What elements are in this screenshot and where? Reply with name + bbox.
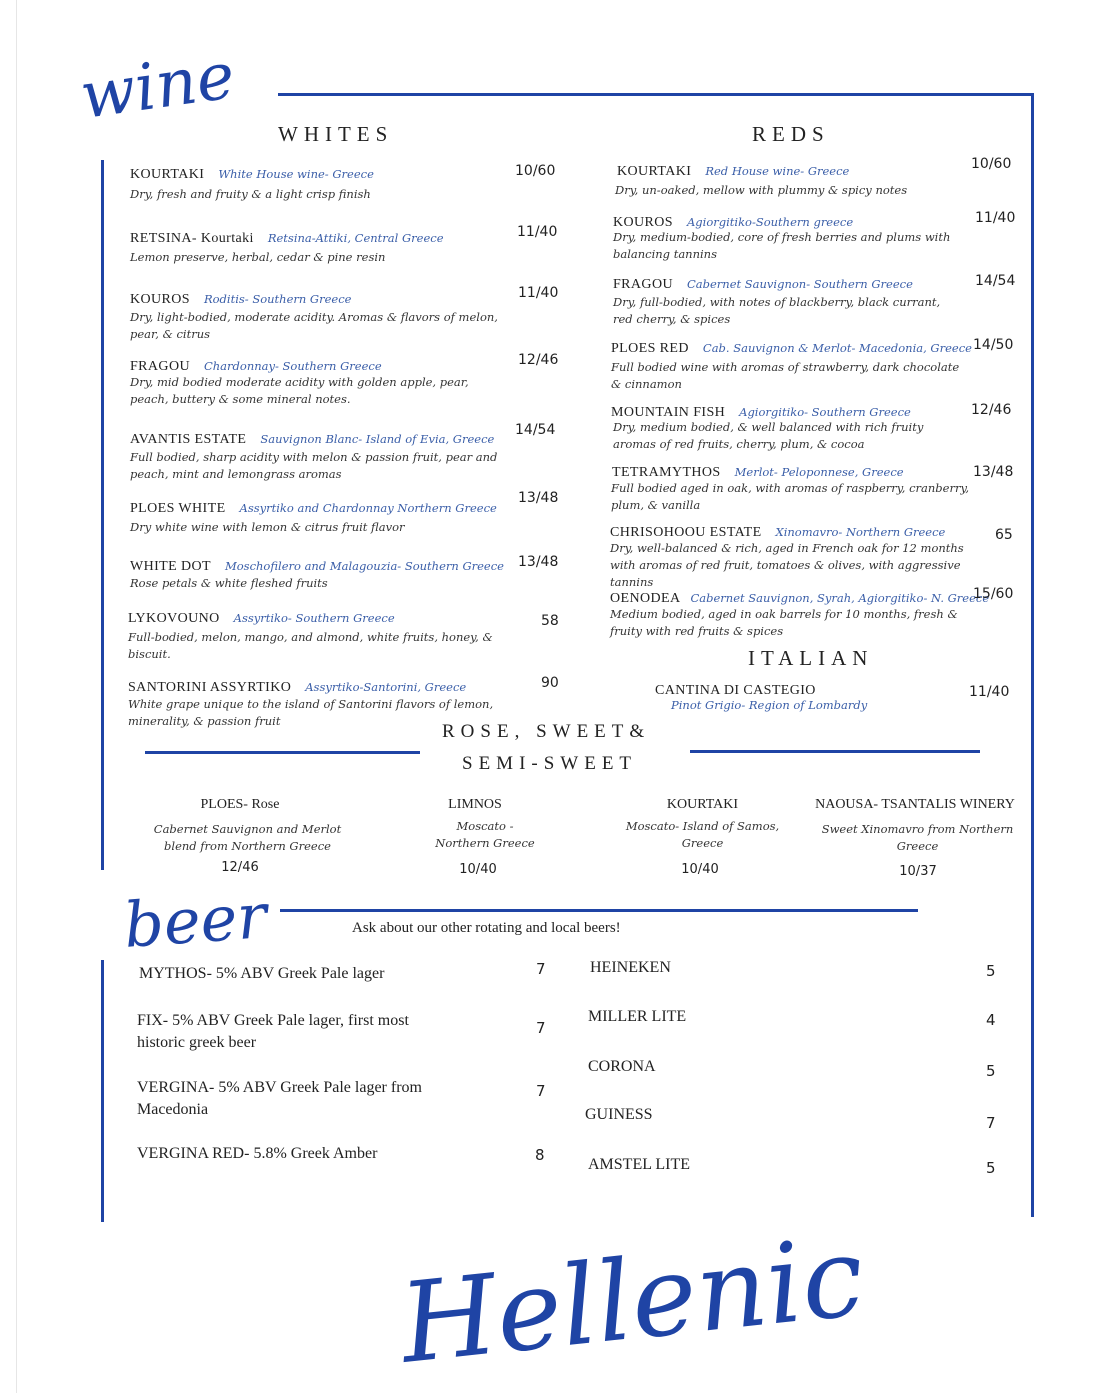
wine-description: Full bodied aged in oak, with aromas of raspberry, cranberry, plum, & vanilla — [611, 481, 970, 512]
italian-title: ITALIAN — [748, 646, 874, 670]
beer-price: 7 — [536, 960, 546, 978]
wine-price: 13/48 — [518, 490, 559, 506]
wine-region: Cabernet Sauvignon, Syrah, Agiorgitiko- N. Greece — [690, 591, 990, 605]
wine-description: Cabernet Sauvignon and Merlot blend from Northern Greece — [153, 822, 342, 853]
beer-divider — [280, 909, 918, 912]
wine-description: Dry, medium bodied, & well balanced with rich fruity aromas of red fruits, cherry, plum, & cocoa — [613, 420, 924, 451]
wine-description: Moscato- Island of Samos, Greece — [625, 819, 780, 850]
wine-price: 12/46 — [971, 402, 1012, 418]
wine-region: Roditis- Southern Greece — [203, 292, 352, 306]
wine-description: Full-bodied, melon, mango, and almond, white fruits, honey, & biscuit. — [128, 630, 493, 661]
wine-region: Assyrtiko-Santorini, Greece — [305, 680, 467, 694]
beer-price: 8 — [535, 1146, 545, 1164]
beer-heading: beer — [121, 879, 270, 962]
wine-description: Dry, full-bodied, with notes of blackberry, black currant, red cherry, & spices — [613, 295, 941, 326]
wine-price: 14/54 — [975, 273, 1016, 289]
wine-name: KOURTAKI — [130, 167, 205, 182]
wine-price: 12/46 — [518, 352, 559, 368]
wine-region: Agiorgitiko- Southern Greece — [739, 405, 911, 419]
wine-name: OENODEA — [610, 591, 681, 606]
wine-description: Dry, light-bodied, moderate acidity. Aromas & flavors of melon, pear, & citrus — [130, 310, 498, 341]
hellenic-signature: Hellenic — [394, 1212, 870, 1388]
wine-description: Dry, fresh and fruity & a light crisp finish — [130, 187, 371, 201]
rose-title-line1: ROSE, SWEET& — [442, 721, 651, 742]
wine-name: FRAGOU — [130, 359, 190, 374]
wine-description: Moscato - Northern Greece — [435, 819, 535, 850]
wine-price: 10/40 — [681, 862, 719, 877]
beer-name: FIX- 5% ABV Greek Pale lager, first most historic greek beer — [137, 1012, 409, 1051]
wine-price: 14/54 — [515, 422, 556, 438]
wine-name: KOUROS — [613, 215, 673, 230]
wine-description: Dry, mid bodied moderate acidity with golden apple, pear, peach, buttery & some mineral notes. — [130, 375, 469, 406]
frame-right-line — [1031, 93, 1034, 1217]
frame-left-line-top — [101, 160, 104, 870]
wine-region: Pinot Grigio- Region of Lombardy — [671, 698, 868, 712]
beer-note: Ask about our other rotating and local beers! — [352, 920, 621, 936]
wine-heading: wine — [75, 39, 240, 134]
wine-name: FRAGOU — [613, 277, 673, 292]
wine-name: NAOUSA- TSANTALIS WINERY — [815, 797, 1015, 812]
wine-name: PLOES WHITE — [130, 501, 226, 516]
wine-name: MOUNTAIN FISH — [611, 405, 726, 420]
wine-region: Assyrtiko- Southern Greece — [233, 611, 395, 625]
beer-price: 5 — [986, 1062, 996, 1080]
beer-price: 7 — [536, 1019, 546, 1037]
wine-region: Cab. Sauvignon & Merlot- Macedonia, Greece — [702, 341, 972, 355]
wine-region: Chardonnay- Southern Greece — [203, 359, 382, 373]
wine-price: 10/37 — [899, 864, 937, 879]
wine-name: KOURTAKI — [617, 164, 692, 179]
wine-name: CHRISOHOOU ESTATE — [610, 525, 762, 540]
wine-price: 58 — [541, 613, 559, 629]
wine-price: 11/40 — [975, 210, 1016, 226]
wine-description: Lemon preserve, herbal, cedar & pine resin — [130, 250, 386, 264]
wine-description: Full bodied wine with aromas of strawberry, dark chocolate & cinnamon — [611, 360, 960, 391]
wine-name: PLOES RED — [611, 341, 689, 356]
beer-name: HEINEKEN — [590, 959, 671, 976]
wine-price: 10/60 — [971, 156, 1012, 172]
wine-region: Cabernet Sauvignon- Southern Greece — [686, 277, 913, 291]
beer-price: 5 — [986, 1159, 996, 1177]
wine-description: Dry, un-oaked, mellow with plummy & spicy notes — [615, 183, 908, 197]
wine-price: 10/60 — [515, 163, 556, 179]
wine-price: 11/40 — [517, 224, 558, 240]
wine-name: SANTORINI ASSYRTIKO — [128, 680, 292, 695]
beer-name: CORONA — [588, 1058, 656, 1075]
wine-region: Retsina-Attiki, Central Greece — [267, 231, 444, 245]
wine-description: Rose petals & white fleshed fruits — [130, 576, 328, 590]
wine-name: LYKOVOUNO — [128, 611, 220, 626]
wine-description: Medium bodied, aged in oak barrels for 10 months, fresh & fruity with red fruits & spices — [610, 607, 958, 638]
wine-price: 14/50 — [973, 337, 1014, 353]
rose-title-line2: SEMI-SWEET — [462, 753, 638, 774]
wine-description: Full bodied, sharp acidity with melon & passion fruit, pear and peach, mint and lemongrass aromas — [130, 450, 498, 481]
wine-region: Sauvignon Blanc- Island of Evia, Greece — [260, 432, 495, 446]
wine-price: 13/48 — [973, 464, 1014, 480]
wine-region: Merlot- Peloponnese, Greece — [734, 465, 904, 479]
beer-name: AMSTEL LITE — [588, 1156, 691, 1173]
wine-description: White grape unique to the island of Santorini flavors of lemon, minerality, & passion fruit — [128, 697, 494, 728]
beer-name: MYTHOS- 5% ABV Greek Pale lager — [139, 965, 385, 982]
rose-divider-left — [145, 751, 420, 754]
wine-name: TETRAMYTHOS — [612, 465, 721, 480]
page-edge — [16, 0, 17, 1393]
wine-price: 11/40 — [969, 684, 1010, 700]
wine-description: Dry white wine with lemon & citrus fruit flavor — [130, 520, 405, 534]
wine-region: Red House wine- Greece — [705, 164, 850, 178]
wine-region: Xinomavro- Northern Greece — [775, 525, 946, 539]
wine-region: White House wine- Greece — [218, 167, 374, 181]
wine-name: PLOES- Rose — [200, 797, 280, 812]
wine-region: Moschofilero and Malagouzia- Southern Greece — [224, 559, 504, 573]
frame-top-line — [278, 93, 1033, 96]
wine-price: 11/40 — [518, 285, 559, 301]
rose-divider-right — [690, 750, 980, 753]
beer-price: 7 — [986, 1114, 996, 1132]
beer-price: 7 — [536, 1082, 546, 1100]
wine-price: 10/40 — [459, 862, 497, 877]
wine-region: Agiorgitiko-Southern greece — [686, 215, 854, 229]
wine-description: Dry, medium-bodied, core of fresh berries and plums with balancing tannins — [613, 230, 951, 261]
wine-name: CANTINA DI CASTEGIO — [655, 683, 816, 698]
beer-price: 5 — [986, 962, 996, 980]
wine-name: KOURTAKI — [666, 797, 739, 812]
wine-description: Dry, well-balanced & rich, aged in French oak for 12 months with aromas of red fruit, tomatoes & olives, with aggressive tannins — [610, 541, 964, 589]
wine-name: AVANTIS ESTATE — [130, 432, 247, 447]
whites-title: WHITES — [278, 122, 394, 146]
reds-title: REDS — [752, 122, 830, 146]
wine-region: Assyrtiko and Chardonnay Northern Greece — [239, 501, 497, 515]
beer-name: MILLER LITE — [588, 1008, 687, 1025]
wine-price: 12/46 — [221, 860, 259, 875]
wine-name: WHITE DOT — [130, 559, 211, 574]
beer-name: VERGINA RED- 5.8% Greek Amber — [137, 1145, 378, 1162]
wine-description: Sweet Xinomavro from Northern Greece — [821, 822, 1014, 853]
wine-price: 90 — [541, 675, 559, 691]
wine-name: RETSINA- Kourtaki — [130, 231, 254, 246]
wine-price: 65 — [995, 527, 1013, 543]
wine-price: 15/60 — [973, 586, 1014, 602]
beer-name: VERGINA- 5% ABV Greek Pale lager from Macedonia — [137, 1079, 422, 1118]
frame-left-line-bottom — [101, 960, 104, 1222]
wine-price: 13/48 — [518, 554, 559, 570]
wine-name: LIMNOS — [448, 797, 502, 812]
wine-name: KOUROS — [130, 292, 190, 307]
beer-name: GUINESS — [585, 1106, 653, 1123]
beer-price: 4 — [986, 1011, 996, 1029]
